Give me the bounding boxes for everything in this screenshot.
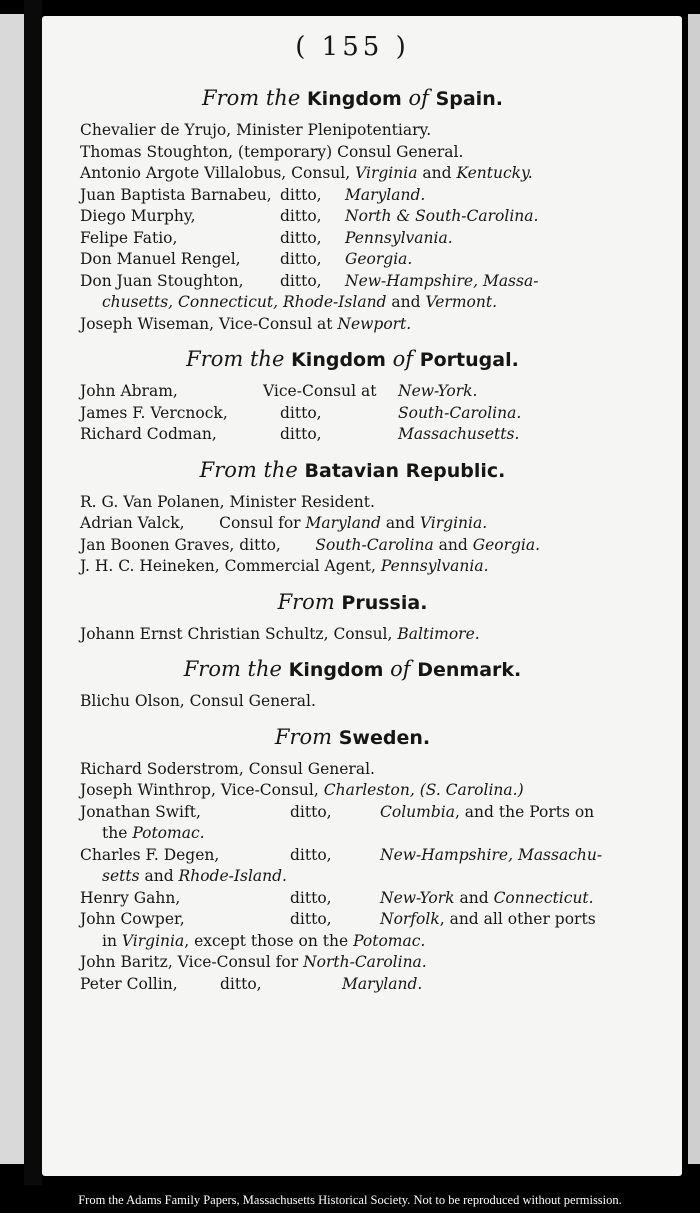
table-row: Richard Codman, ditto, Massachusetts. (80, 425, 520, 443)
heading-prefix: From the (199, 457, 298, 482)
heading-denmark (80, 657, 625, 681)
heading-country: Denmark. (417, 659, 522, 681)
section-batavia (80, 492, 625, 578)
heading-prefix: From (274, 724, 333, 749)
entry-line: Adrian Valck, Consul for Maryland and Virginia. (80, 514, 488, 532)
page-number: ( 155 ) (295, 32, 410, 62)
entry-line: Richard Soderstrom, Consul General. (80, 759, 375, 778)
heading-batavia (80, 458, 625, 482)
heading-prefix: From the (183, 657, 282, 681)
entry-line: Jan Boonen Graves, ditto, South-Carolina and Georgia. (80, 535, 541, 554)
heading-word: Kingdom (306, 88, 402, 110)
table-row: Don Manuel Rengel, ditto, Georgia. (80, 250, 413, 268)
section-sweden (80, 759, 625, 996)
table-row: Don Juan Stoughton, ditto, New-Hampshire, Massa- (80, 271, 539, 290)
table-row: Juan Baptista Barnabeu, ditto, Maryland. (80, 185, 426, 204)
entry-line: Johann Ernst Christian Schultz, Consul, Baltimore. (80, 624, 480, 643)
entry-continuation: the Potomac. (102, 824, 205, 842)
heading-sweden (80, 725, 625, 749)
heading-word: Sweden. (338, 726, 431, 749)
heading-of: of (392, 347, 414, 371)
table-row: Peter Collin, ditto, Maryland. (80, 974, 423, 993)
section-portugal (80, 381, 625, 446)
heading-prefix: From the (202, 86, 301, 110)
heading-word: Kingdom (288, 659, 384, 681)
facing-page-edge (0, 14, 24, 1164)
entry-continuation: setts and Rhode-Island. (102, 867, 287, 885)
heading-portugal (80, 347, 625, 371)
entry-continuation: in Virginia, except those on the Potomac. (102, 931, 426, 950)
heading-prefix: From (277, 589, 335, 614)
section-denmark (80, 691, 625, 713)
book-gutter (24, 0, 42, 1185)
table-row: Henry Gahn, ditto, New-York and Connecticut. (80, 888, 594, 907)
entry-continuation: chusetts, Connecticut, Rhode-Island and Vermont. (102, 293, 498, 311)
page-text (80, 32, 625, 1007)
table-row: Jonathan Swift, ditto, Columbia, and the Ports on (80, 802, 595, 821)
table-row: James F. Vercnock, ditto, South-Carolina. (80, 403, 522, 422)
table-row: Charles F. Degen, ditto, New-Hampshire, Massachu- (80, 845, 603, 864)
section-prussia (80, 624, 625, 646)
entry-line: John Baritz, Vice-Consul for North-Carolina. (80, 953, 427, 971)
heading-prefix: From the (186, 347, 285, 371)
entry-line: Joseph Winthrop, Vice-Consul, Charleston, (S. Carolina.) (80, 781, 524, 799)
heading-word: Batavian Republic. (304, 459, 506, 482)
table-row: John Abram, Vice-Consul at New-York. (80, 382, 478, 400)
table-row: Felipe Fatio, ditto, Pennsylvania. (80, 228, 453, 247)
heading-of: of (390, 657, 411, 681)
entry-line: J. H. C. Heineken, Commercial Agent, Pennsylvania. (80, 557, 489, 575)
table-row: John Cowper, ditto, Norfolk, and all other ports (80, 910, 596, 928)
heading-prussia (80, 590, 625, 614)
entry-line: Blichu Olson, Consul General. (80, 692, 316, 710)
heading-word: Kingdom (291, 349, 386, 371)
table-row: Diego Murphy, ditto, North & South-Carolina. (80, 207, 539, 225)
page-edge-right (688, 14, 700, 1164)
heading-country: Spain. (435, 88, 503, 110)
section-spain (80, 120, 625, 335)
entry-line: Chevalier de Yrujo, Minister Plenipotentiary. (80, 121, 432, 139)
entry-line: Antonio Argote Villalobus, Consul, Virginia and Kentucky. (80, 164, 533, 182)
heading-of: of (408, 86, 429, 110)
entry-line: Joseph Wiseman, Vice-Consul at Newport. (80, 314, 412, 333)
heading-country: Portugal. (419, 349, 519, 371)
copyright-footer: From the Adams Family Papers, Massachusetts Historical Society. Not to be reproduced without permission. (78, 1193, 622, 1207)
entry-line: R. G. Van Polanen, Minister Resident. (80, 492, 375, 511)
entry-line: Thomas Stoughton, (temporary) Consul General. (80, 142, 464, 161)
heading-spain (80, 86, 625, 110)
heading-word: Prussia. (341, 591, 428, 614)
